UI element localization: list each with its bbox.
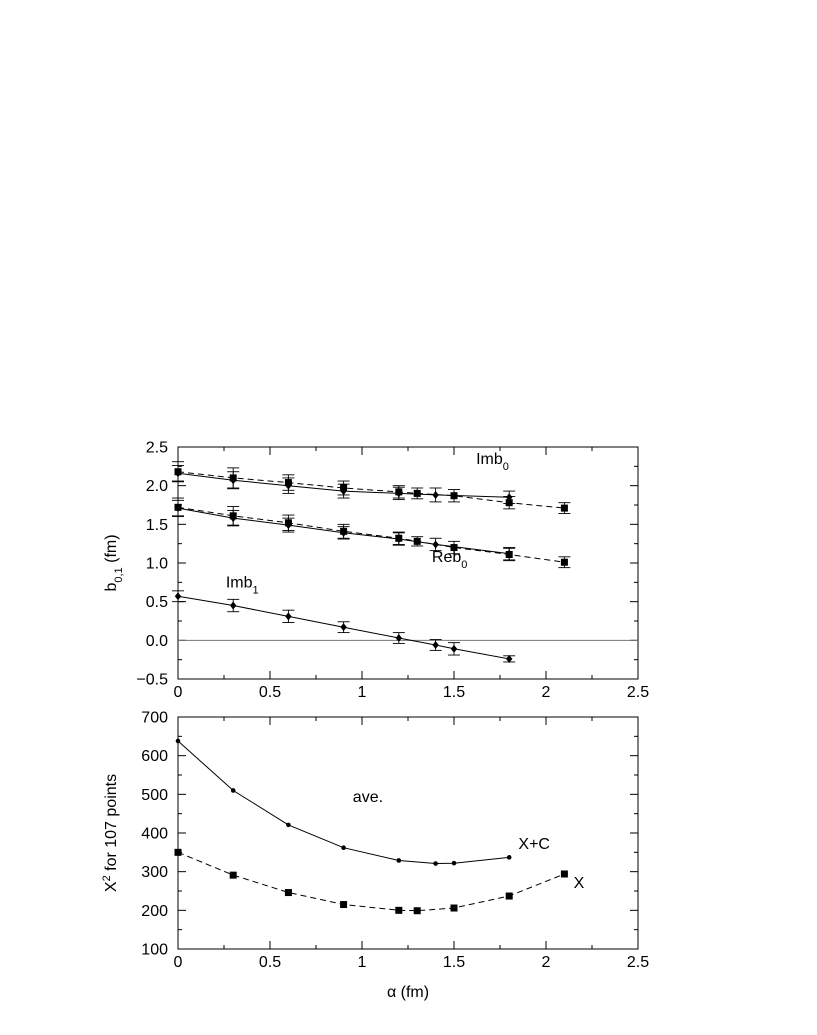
x-tick-label: 1 bbox=[357, 684, 367, 701]
data-point-dot bbox=[341, 845, 346, 850]
data-point-square bbox=[506, 893, 513, 900]
x-axis-label: α (fm) bbox=[386, 984, 430, 1001]
data-point-diamond bbox=[432, 540, 438, 548]
x-tick-label: 2 bbox=[541, 954, 551, 971]
data-point-square bbox=[414, 907, 421, 914]
data-point-dot bbox=[433, 861, 438, 866]
x-tick-label: 2.5 bbox=[626, 954, 650, 971]
data-point-square bbox=[285, 889, 292, 896]
x-tick-label: 2.5 bbox=[626, 684, 650, 701]
data-point-diamond bbox=[340, 623, 346, 631]
annotation-x: X bbox=[573, 874, 585, 892]
series-x-c bbox=[176, 739, 512, 866]
y-tick-label: 400 bbox=[141, 825, 168, 843]
data-point-diamond bbox=[451, 645, 457, 653]
y-tick-label: 1.0 bbox=[145, 555, 168, 573]
data-point-square bbox=[230, 872, 237, 879]
data-point-diamond bbox=[230, 602, 236, 610]
lower-panel-chi2-vs-alpha bbox=[101, 710, 649, 1002]
y-tick-label: −0.5 bbox=[136, 671, 168, 689]
y-tick-label: 200 bbox=[141, 902, 168, 920]
data-point-square bbox=[414, 490, 421, 497]
data-point-diamond bbox=[432, 641, 438, 649]
y-tick-label: 600 bbox=[141, 748, 168, 766]
data-point-square bbox=[395, 907, 402, 914]
y-tick-label: 0.0 bbox=[145, 632, 168, 650]
data-point-square bbox=[451, 905, 458, 912]
x-tick-label: 0 bbox=[173, 954, 183, 971]
y-tick-label: 100 bbox=[141, 941, 168, 959]
y-axis-label: $b_{0,1}$ (fm) bbox=[103, 534, 125, 592]
y-tick-label: 2.0 bbox=[145, 478, 168, 496]
y-tick-label: 700 bbox=[141, 709, 168, 727]
data-point-dot bbox=[176, 739, 181, 744]
plot-frame bbox=[178, 717, 638, 949]
x-tick-label: 0.5 bbox=[258, 954, 282, 971]
series-unlabeled-1 bbox=[172, 466, 515, 504]
data-point-square bbox=[340, 901, 347, 908]
series-imb0 bbox=[172, 462, 570, 514]
data-point-square bbox=[561, 559, 568, 566]
data-point-diamond bbox=[432, 491, 438, 499]
data-point-dot bbox=[452, 861, 457, 866]
annotation-imb1: Imb$_1$ bbox=[225, 574, 259, 597]
series-line bbox=[178, 852, 564, 910]
x-tick-label: 2 bbox=[541, 684, 551, 701]
data-point-dot bbox=[397, 858, 402, 863]
x-tick-label: 1.5 bbox=[442, 684, 466, 701]
y-tick-label: 0.5 bbox=[145, 594, 168, 612]
upper-panel-b-vs-alpha bbox=[103, 440, 649, 702]
y-tick-label: 300 bbox=[141, 864, 168, 882]
data-point-dot bbox=[507, 855, 512, 860]
y-tick-label: 1.5 bbox=[145, 516, 168, 534]
x-tick-label: 1.5 bbox=[442, 954, 466, 971]
data-point-diamond bbox=[285, 612, 291, 620]
annotation-x-c: X+C bbox=[518, 836, 550, 854]
y-tick-label: 500 bbox=[141, 786, 168, 804]
data-point-dot bbox=[286, 823, 291, 828]
annotation-imb0: Imb$_0$ bbox=[476, 451, 509, 474]
data-point-square bbox=[175, 849, 182, 856]
annotation-reb0: Reb$_0$ bbox=[431, 549, 468, 572]
x-tick-label: 1 bbox=[357, 954, 367, 971]
y-axis-label: $X^2$ for 107 points bbox=[101, 773, 120, 893]
series-line bbox=[178, 741, 509, 864]
data-point-diamond bbox=[175, 592, 181, 600]
series-imb1 bbox=[172, 591, 515, 663]
data-point-dot bbox=[231, 788, 236, 793]
x-tick-label: 0.5 bbox=[258, 684, 282, 701]
annotation-ave: ave. bbox=[352, 789, 384, 807]
y-tick-label: 2.5 bbox=[145, 439, 168, 457]
series-unlabeled-3 bbox=[172, 500, 515, 560]
data-point-square bbox=[561, 870, 568, 877]
data-point-square bbox=[561, 505, 568, 512]
x-tick-label: 0 bbox=[173, 684, 183, 701]
